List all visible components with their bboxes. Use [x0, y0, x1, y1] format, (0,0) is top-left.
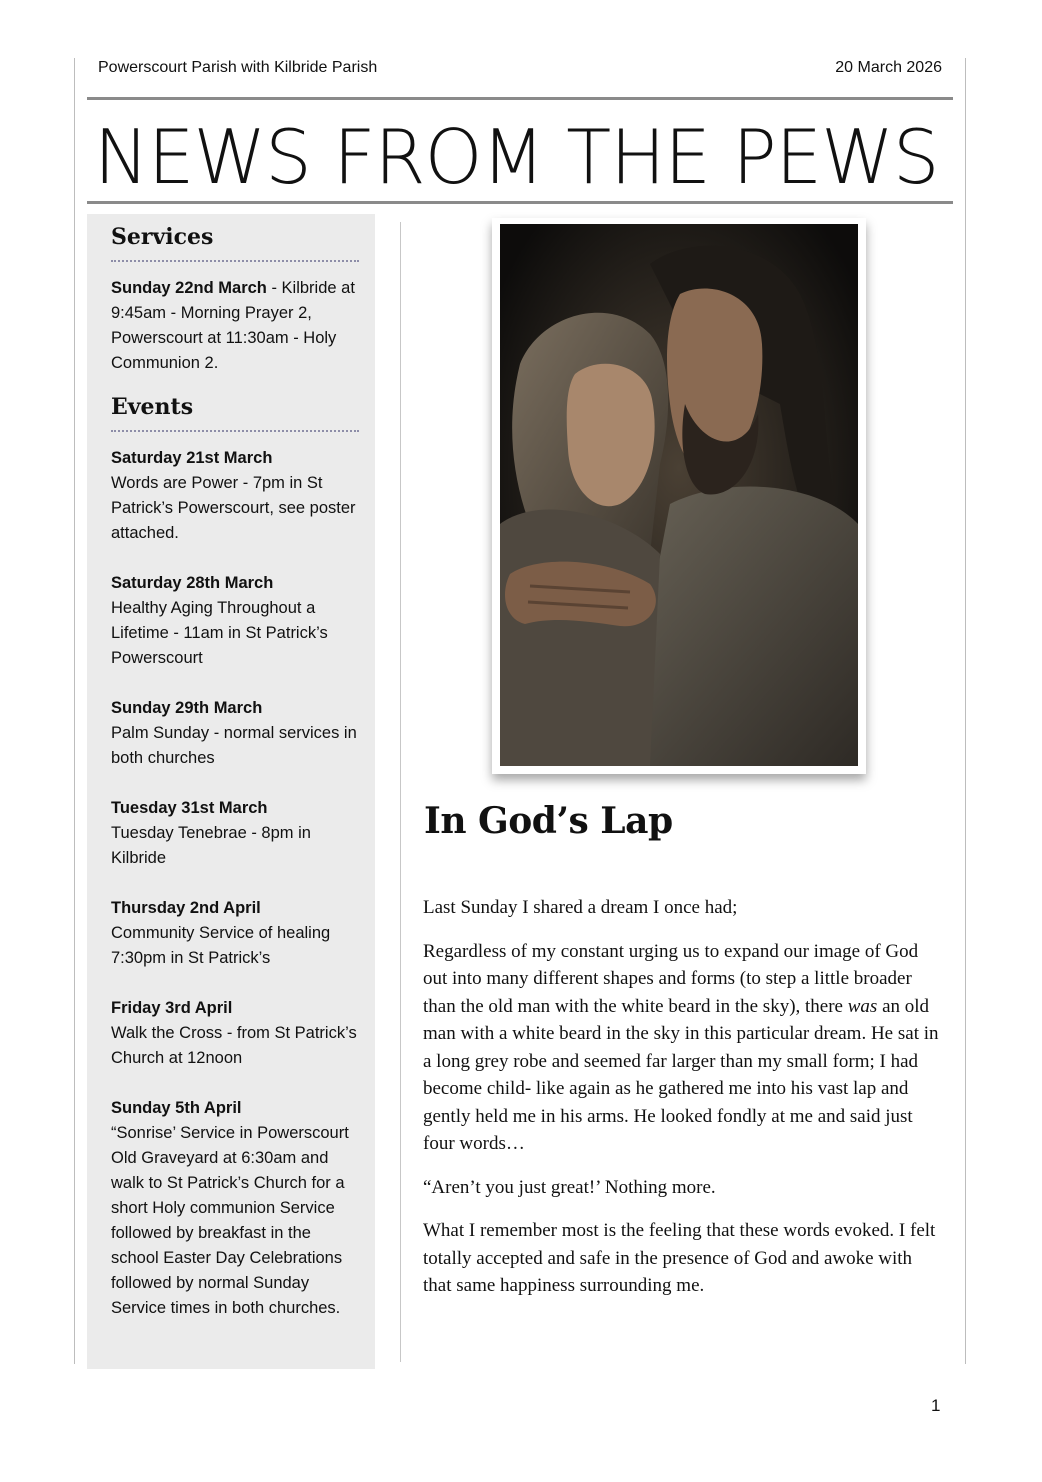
- event-date: Thursday 2nd April: [111, 899, 261, 917]
- event-details: Community Service of healing 7:30pm in St Patrick’s: [111, 924, 331, 967]
- article-photo: [500, 224, 858, 766]
- event-item: [111, 796, 363, 871]
- masthead-rule-top: [87, 97, 953, 100]
- page-border-right: [965, 58, 966, 1364]
- services-date: Sunday 22nd March: [111, 279, 267, 297]
- event-details: “Sonrise’ Service in Powerscourt Old Graveyard at 6:30am and walk to St Patrick’s Church for a short Holy communion Service followed by breakfast in the school Easter Day Celebrations followed by normal Sunday Service times in both churches.: [111, 1124, 349, 1317]
- sidebar: [87, 214, 375, 1369]
- event-date: Saturday 21st March: [111, 449, 273, 467]
- event-details: Healthy Aging Throughout a Lifetime - 11am in St Patrick’s Powerscourt: [111, 599, 328, 667]
- services-heading: Services: [111, 224, 359, 262]
- page-number: 1: [931, 1396, 941, 1415]
- article-paragraph: [423, 938, 943, 1158]
- event-details: Tuesday Tenebrae - 8pm in Kilbride: [111, 824, 311, 867]
- event-item: [111, 696, 363, 771]
- masthead-title: NEWS FROM THE PEWS: [94, 113, 939, 201]
- article-paragraph: What I remember most is the feeling that these words evoked. I felt totally accepted and safe in the presence of God and awoke with that same happiness surrounding me.: [423, 1220, 936, 1296]
- event-details: Walk the Cross - from St Patrick’s Church at 12noon: [111, 1024, 357, 1067]
- event-date: Tuesday 31st March: [111, 799, 268, 817]
- paragraph-text: Regardless of my constant urging us to expand our image of God out into many different shapes and forms (to step a little broader than the old man with the white beard in the sky), there: [423, 940, 919, 1017]
- event-date: Sunday 5th April: [111, 1099, 242, 1117]
- emphasis-text: was: [847, 995, 878, 1017]
- article-paragraph: Last Sunday I shared a dream I once had;: [423, 897, 738, 918]
- issue-date: 20 March 2026: [835, 59, 942, 76]
- event-date: Friday 3rd April: [111, 999, 233, 1017]
- article-body: [423, 894, 943, 1316]
- events-heading: Events: [111, 394, 359, 432]
- event-item: [111, 1096, 363, 1321]
- paragraph-text: an old man with a white beard in the sky in this particular dream. He sat in a long grey robe and seemed far larger than my small form; I had become child- like again as he gathered me into his vast lap and gently held me in his arms. He looked fondly at me and said just four words…: [423, 995, 939, 1154]
- event-item: [111, 896, 363, 971]
- event-details: Palm Sunday - normal services in both churches: [111, 724, 357, 767]
- article-title: In God’s Lap: [424, 800, 673, 842]
- services-details: - Kilbride at 9:45am - Morning Prayer 2, Powerscourt at 11:30am - Holy Communion 2.: [111, 279, 355, 372]
- event-item: [111, 446, 363, 546]
- parish-name: Powerscourt Parish with Kilbride Parish: [98, 59, 378, 76]
- services-entry: [111, 276, 363, 376]
- article-paragraph: “Aren’t you just great!’ Nothing more.: [423, 1176, 716, 1198]
- page-border-left: [74, 58, 75, 1364]
- event-item: [111, 571, 363, 671]
- masthead-rule-bottom: [87, 201, 953, 204]
- event-date: Saturday 28th March: [111, 574, 274, 592]
- event-date: Sunday 29th March: [111, 699, 263, 717]
- event-item: [111, 996, 363, 1071]
- column-divider: [400, 222, 401, 1362]
- article-photo-frame: [492, 218, 866, 774]
- embrace-illustration: [500, 224, 858, 766]
- event-details: Words are Power - 7pm in St Patrick’s Powerscourt, see poster attached.: [111, 474, 356, 542]
